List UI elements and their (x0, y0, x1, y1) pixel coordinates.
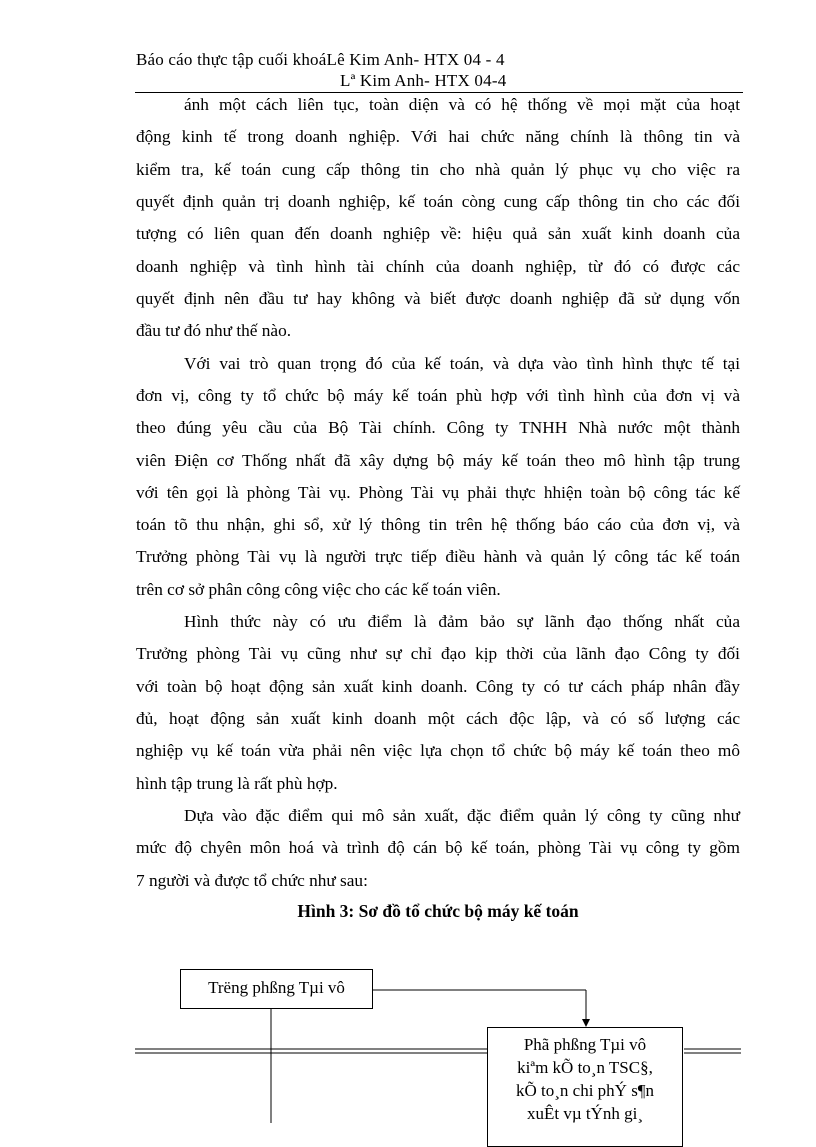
text-line: Trưởng phòng Tài vụ cũng như sự chỉ đạo kịp thời của lãnh đạo Công ty đối (136, 644, 740, 663)
arrowhead-icon (582, 1019, 590, 1027)
header-line-1: Báo cáo thực tập cuối khoáLê Kim Anh- HTX 04 - 4 (136, 50, 505, 69)
head-of-finance-box: Trëng phßng Tµi vô (180, 969, 373, 1009)
text-line: quyết định nên đầu tư hay không và biết được doanh nghiệp đã sử dụng vốn (136, 289, 740, 308)
text-line: kiểm tra, kế toán cung cấp thông tin cho nhà quản lý phục vụ cho việc ra (136, 160, 740, 179)
box-line: kiªm kÕ to¸n TSC§, (517, 1058, 653, 1077)
text-line: nghiệp vụ kế toán vừa phải nên việc lựa chọn tổ chức bộ máy kế toán theo mô (136, 741, 740, 760)
text-line: đầu tư đó như thế nào. (136, 321, 292, 340)
text-line: với tên gọi là phòng Tài vụ. Phòng Tài vụ phải thực hhiện toàn bộ công tác kế (136, 483, 740, 502)
header-line-2: Lª Kim Anh- HTX 04-4 (340, 71, 507, 90)
box-line: xuÊt vµ tÝnh gi¸ (526, 1104, 644, 1123)
text-line: hình tập trung là rất phù hợp. (136, 774, 338, 793)
text-line: Trưởng phòng Tài vụ là người trực tiếp điều hành và quản lý công tác kế toán (136, 547, 740, 566)
text-line: quyết định quản trị doanh nghiệp, kế toán còng cung cấp thông tin cho các đối (136, 192, 740, 211)
text-line: động kinh tế trong doanh nghiệp. Với hai chức năng chính là thông tin và (136, 127, 740, 146)
text-line: mức độ chyên môn hoá và trình độ cán bộ kế toán, phòng Tài vụ công ty gồm (136, 838, 740, 857)
text-line: Hình thức này có ưu điểm là đảm bảo sự lãnh đạo thống nhất của (184, 612, 740, 631)
text-line: trên cơ sở phân công công việc cho các kế toán viên. (136, 580, 501, 599)
text-line: đủ, hoạt động sản xuất kinh doanh một cách độc lập, và có số lượng các (136, 709, 740, 728)
box-line: kÕ to¸n chi phÝ s¶n (515, 1081, 655, 1100)
figure-caption: Hình 3: Sơ đồ tổ chức bộ máy kế toán (297, 901, 579, 921)
text-line: đơn vị, công ty tổ chức bộ máy kế toán phù hợp với tình hình của đơn vị và (136, 386, 740, 405)
text-line: ánh một cách liên tục, toàn diện và có hệ thống về mọi mặt của hoạt (184, 95, 740, 114)
text-line: tượng có liên quan đến doanh nghiệp về: hiệu quả sản xuất kinh doanh của (136, 224, 740, 243)
text-line: Dựa vào đặc điểm qui mô sản xuất, đặc điểm quản lý công ty cũng như (184, 806, 740, 825)
text-line: toán tõ thu nhận, ghi sổ, xử lý thông tin trên hệ thống báo cáo của đơn vị, và (136, 515, 740, 534)
deputy-head-box (487, 1027, 683, 1147)
text-line: Với vai trò quan trọng đó của kế toán, và dựa vào tình hình thực tế tại (184, 354, 740, 373)
text-line: 7 người và được tổ chức như sau: (136, 871, 368, 890)
text-line: viên Điện cơ Thống nhất đã xây dựng bộ máy kế toán theo mô hình tập trung (136, 451, 740, 470)
text-line: với toàn bộ hoạt động sản xuất kinh doanh. Công ty có tư cách pháp nhân đầy (136, 677, 740, 696)
box-line: Phã phßng Tµi vô (523, 1035, 647, 1054)
text-line: theo đúng yêu cầu của Bộ Tài chính. Công ty TNHH Nhà nước một thành (136, 418, 740, 437)
text-line: doanh nghiệp và tình hình tài chính của doanh nghiệp, từ đó có được các (136, 257, 740, 276)
